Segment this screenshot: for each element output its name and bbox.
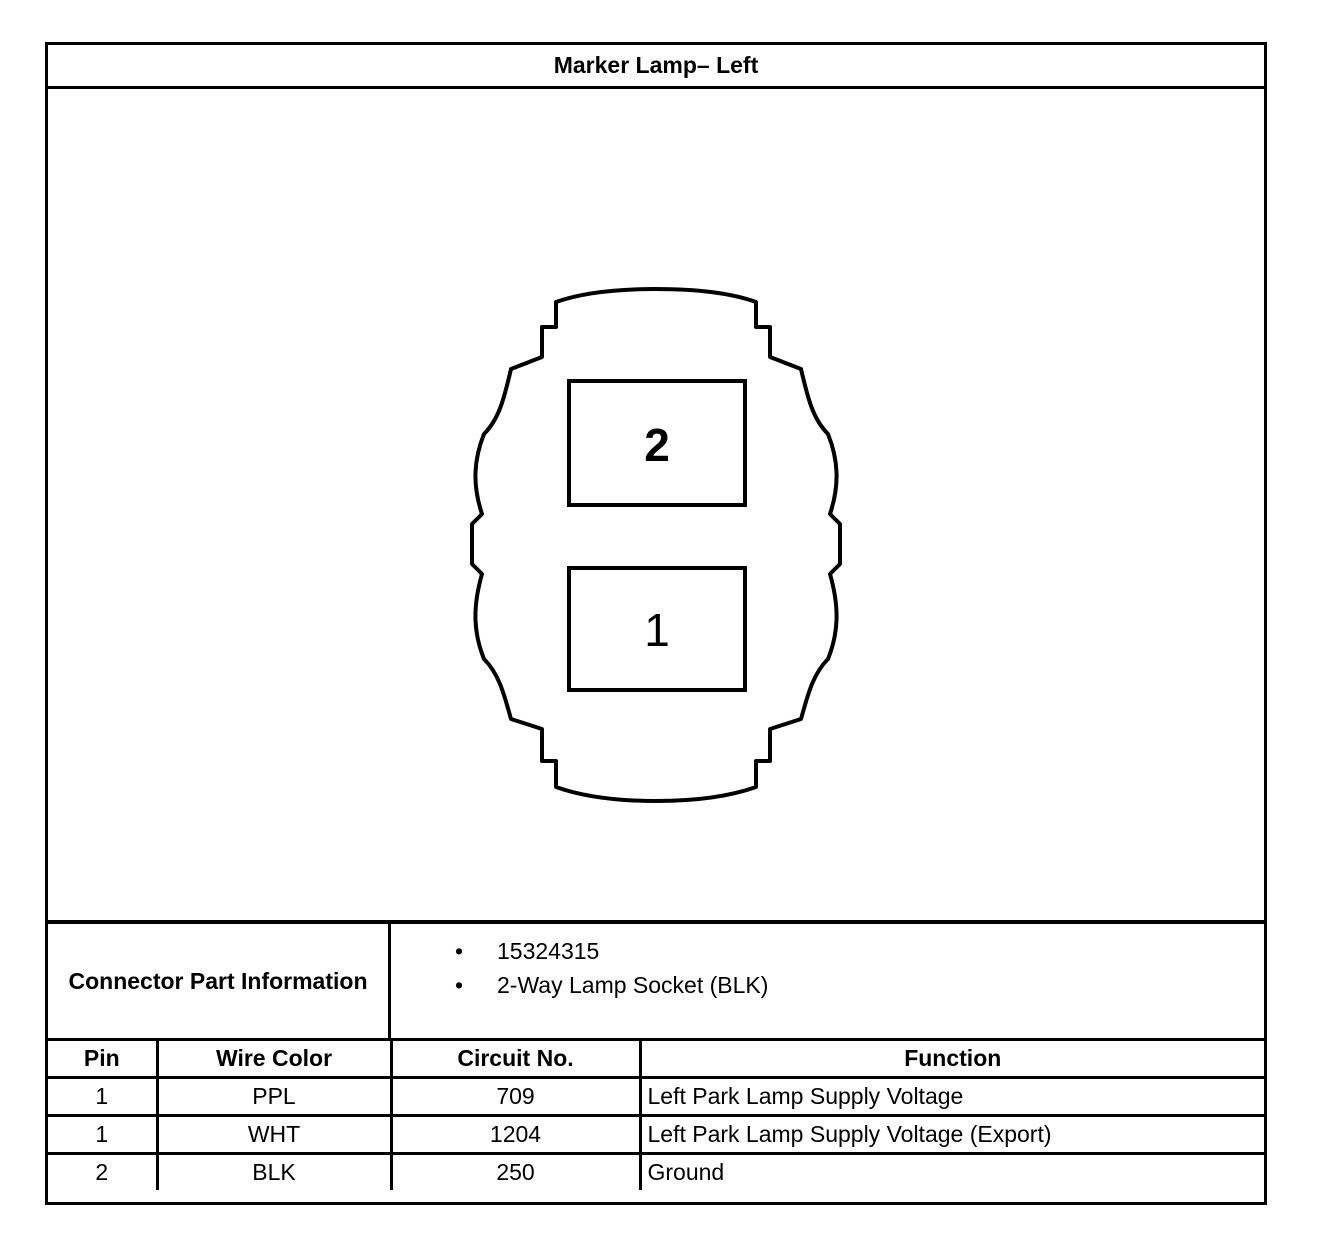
cell-pin: 1 [48,1116,157,1154]
bullet-icon: • [454,972,464,998]
table-row [48,1078,1264,1116]
table-row [48,1154,1264,1191]
table-row [48,1116,1264,1154]
part-info-list [391,924,1264,1038]
header-circuit: Circuit No. [391,1040,640,1078]
cell-circuit: 709 [391,1078,640,1116]
part-info-label: Connector Part Information [48,924,391,1038]
pin-table [48,1038,1264,1190]
connector-outline [472,289,840,801]
connector-diagram [48,89,1264,920]
connector-sheet [45,42,1267,1205]
part-number: 15324315 [497,938,600,964]
cavity-1-label: 1 [644,604,670,656]
cell-wire-color: BLK [157,1154,391,1191]
cavity-2-label: 2 [644,419,670,471]
part-description: 2-Way Lamp Socket (BLK) [497,972,769,998]
cell-function: Left Park Lamp Supply Voltage (Export) [640,1116,1264,1154]
cell-function: Ground [640,1154,1264,1191]
connector-face-svg [48,89,1264,920]
header-wire-color: Wire Color [157,1040,391,1078]
cell-wire-color: PPL [157,1078,391,1116]
cell-circuit: 250 [391,1154,640,1191]
connector-part-info [48,920,1264,1038]
header-function: Function [640,1040,1264,1078]
part-info-item [391,934,1264,968]
sheet-title: Marker Lamp– Left [48,45,1264,89]
table-header-row [48,1040,1264,1078]
bullet-icon: • [454,938,464,964]
cell-pin: 1 [48,1078,157,1116]
header-pin: Pin [48,1040,157,1078]
cell-function: Left Park Lamp Supply Voltage [640,1078,1264,1116]
part-info-item [391,968,1264,1002]
cell-pin: 2 [48,1154,157,1191]
cell-circuit: 1204 [391,1116,640,1154]
cell-wire-color: WHT [157,1116,391,1154]
